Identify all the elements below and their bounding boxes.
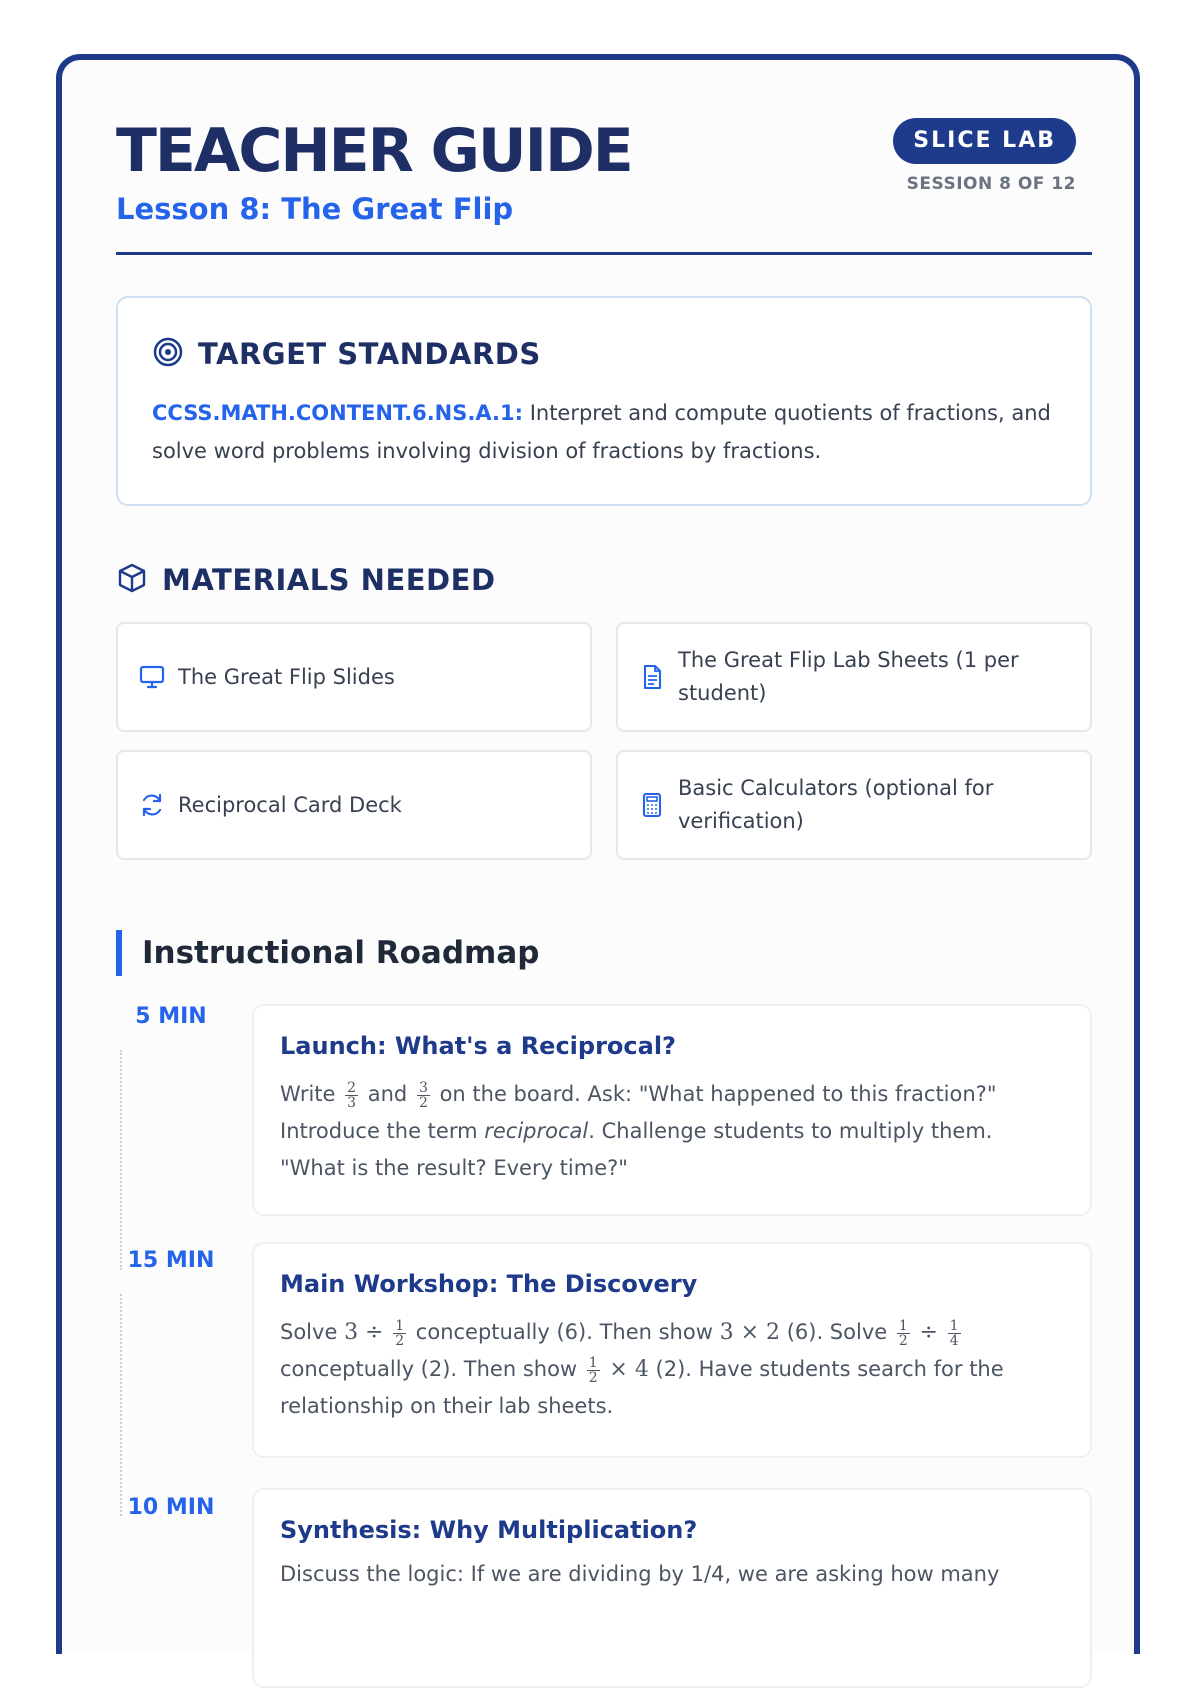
numerator: 1 xyxy=(949,1317,959,1334)
fraction xyxy=(417,1081,430,1110)
material-item-lab-sheets xyxy=(616,622,1092,732)
step-text xyxy=(280,1314,1060,1425)
target-standards-box xyxy=(116,296,1092,506)
roadmap-step xyxy=(252,1488,1092,1688)
roadmap-accent-bar xyxy=(116,930,122,976)
step-title: Launch: What's a Reciprocal? xyxy=(280,1032,676,1060)
step-text-part: on the board. Ask: "What happened to this fraction?" Introduce the term xyxy=(280,1082,997,1143)
step-time: 5 MIN xyxy=(135,1004,207,1029)
denominator: 2 xyxy=(898,1332,908,1349)
material-item-slides xyxy=(116,622,592,732)
math-expression: × 4 xyxy=(609,1357,649,1382)
timeline-line xyxy=(120,1294,122,1516)
numerator: 3 xyxy=(418,1079,428,1096)
fraction xyxy=(393,1319,406,1348)
material-label: The Great Flip Slides xyxy=(178,664,395,689)
standard-description: Interpret and compute quotients of fractions, and solve word problems involving division of fractions by fractions. xyxy=(152,401,1051,463)
program-badge: SLICE LAB xyxy=(893,118,1076,164)
step-text xyxy=(280,1076,1060,1187)
step-text-part: (6). Solve xyxy=(786,1320,888,1344)
standard-code: CCSS.MATH.CONTENT.6.NS.A.1: xyxy=(152,401,523,425)
roadmap-title: Instructional Roadmap xyxy=(142,935,540,971)
step-time: 10 MIN xyxy=(127,1495,215,1520)
material-item-card-deck xyxy=(116,750,592,860)
material-label: Basic Calculators (optional for verification) xyxy=(678,776,994,833)
numerator: 1 xyxy=(588,1354,598,1371)
step-text: Discuss the logic: If we are dividing by 1/4, we are asking how many xyxy=(280,1562,1000,1586)
denominator: 4 xyxy=(949,1332,959,1349)
standards-heading xyxy=(152,334,541,374)
numerator: 2 xyxy=(347,1079,357,1096)
step-title: Main Workshop: The Discovery xyxy=(280,1270,698,1298)
material-label: Reciprocal Card Deck xyxy=(178,792,402,817)
document-icon xyxy=(638,663,666,691)
step-text-part: conceptually (6). Then show xyxy=(415,1320,713,1344)
fraction xyxy=(948,1319,961,1348)
fraction xyxy=(345,1081,358,1110)
denominator: 2 xyxy=(395,1332,405,1349)
step-text-part: Write xyxy=(280,1082,336,1106)
header-divider xyxy=(116,252,1092,255)
target-icon xyxy=(152,336,184,372)
numerator: 1 xyxy=(898,1317,908,1334)
math-expression: ÷ xyxy=(919,1320,938,1345)
step-title: Synthesis: Why Multiplication? xyxy=(280,1516,698,1544)
calculator-icon xyxy=(638,791,666,819)
step-text-part: Solve xyxy=(280,1320,338,1344)
roadmap-step xyxy=(252,1242,1092,1458)
standards-heading-label: TARGET STANDARDS xyxy=(198,337,541,371)
step-text-part: (2). Have students search for the relationship on their lab sheets. xyxy=(280,1357,1004,1418)
numerator: 1 xyxy=(395,1317,405,1334)
denominator: 2 xyxy=(588,1369,598,1386)
term-reciprocal: reciprocal xyxy=(484,1119,589,1143)
step-text-part: conceptually (2). Then show xyxy=(280,1357,578,1381)
standards-text xyxy=(152,394,1052,470)
page-title: TEACHER GUIDE xyxy=(116,116,632,186)
step-text-part: and xyxy=(367,1082,408,1106)
monitor-icon xyxy=(138,663,166,691)
math-expression: 3 ÷ xyxy=(344,1320,384,1345)
guide-header xyxy=(116,116,1076,256)
materials-heading-label: MATERIALS NEEDED xyxy=(162,563,496,597)
fraction xyxy=(587,1356,600,1385)
fraction xyxy=(897,1319,910,1348)
roadmap-step xyxy=(252,1004,1092,1216)
step-time: 15 MIN xyxy=(127,1248,215,1273)
math-expression: 3 × 2 xyxy=(719,1320,781,1345)
denominator: 2 xyxy=(418,1094,428,1111)
roadmap-heading xyxy=(116,930,539,976)
teacher-guide-card xyxy=(56,54,1140,1654)
material-label: The Great Flip Lab Sheets (1 per student) xyxy=(678,648,1019,705)
refresh-icon xyxy=(138,791,166,819)
session-label: SESSION 8 OF 12 xyxy=(906,174,1076,194)
denominator: 3 xyxy=(347,1094,357,1111)
box-icon xyxy=(116,562,148,598)
timeline-line xyxy=(120,1050,122,1270)
materials-heading xyxy=(116,560,496,600)
lesson-subtitle: Lesson 8: The Great Flip xyxy=(116,192,514,226)
step-text-part: . Challenge students to multiply them. "What is the result? Every time?" xyxy=(280,1119,993,1180)
material-item-calculators xyxy=(616,750,1092,860)
